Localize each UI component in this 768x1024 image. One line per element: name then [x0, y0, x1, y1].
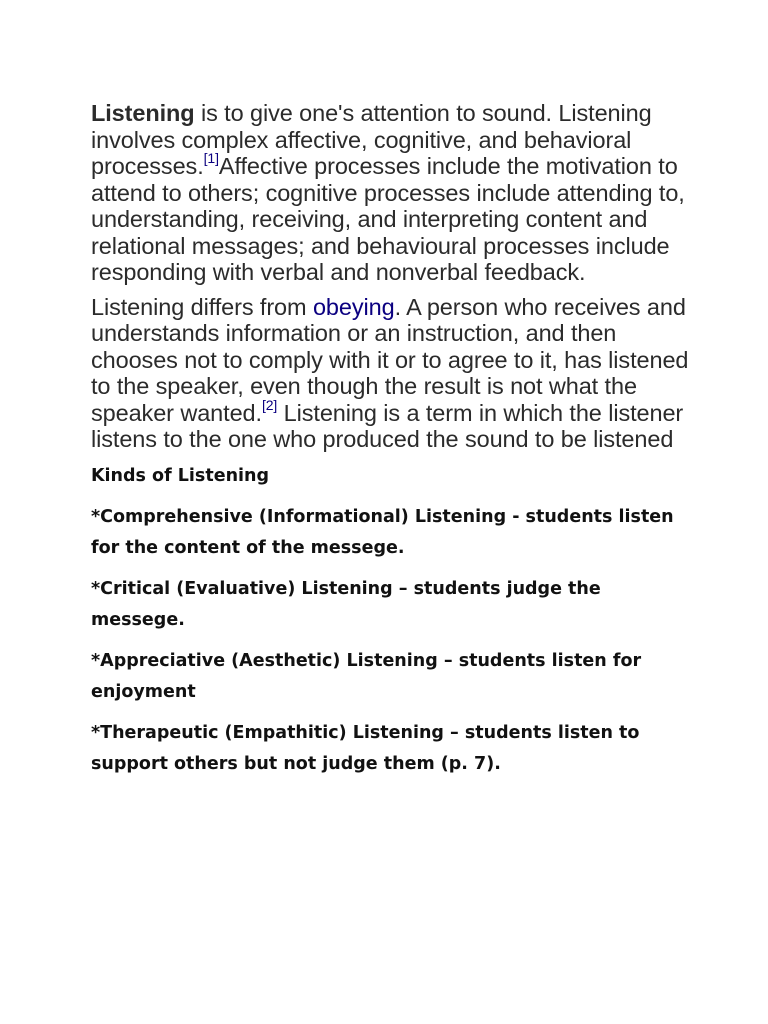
citation-1-link[interactable]: [1] [203, 150, 219, 167]
kind-item-appreciative: *Appreciative (Aesthetic) Listening – students listen for enjoyment [91, 650, 642, 702]
paragraph2-text-b: . A person who receives and understands information or an instruction, and then chooses not to comply with it or to agree to it, has listened to the speaker, even though the result is not what the speaker wanted. [91, 293, 689, 426]
term-listening: Listening [91, 100, 195, 126]
obeying-link[interactable]: obeying [312, 293, 395, 320]
document-page [91, 100, 691, 790]
paragraph2-text-a: Listening differs from [91, 293, 313, 320]
kind-item-critical: *Critical (Evaluative) Listening – students judge the messege. [91, 578, 601, 630]
kind-item-comprehensive: *Comprehensive (Informational) Listening - students listen for the content of the messege. [91, 506, 674, 558]
listening-definition-paragraph [91, 100, 691, 286]
kinds-of-listening-section [91, 461, 691, 780]
citation-2-link[interactable]: [2] [261, 396, 278, 413]
kinds-heading: Kinds of Listening [91, 465, 270, 486]
listening-vs-obeying-paragraph [91, 294, 691, 453]
paragraph2-text-c: Listening is a term in which the listener listens to the one who produced the sound to be listened [91, 399, 684, 452]
kind-item-therapeutic: *Therapeutic (Empathitic) Listening – students listen to support others but not judge them (p. 7). [91, 722, 640, 774]
paragraph1-text-a: is to give one's attention to sound. Listening involves complex affective, cognitive, and behavioral processes. [91, 100, 652, 179]
paragraph1-text-b: Affective processes include the motivation to attend to others; cognitive processes include attending to, understanding, receiving, and interpreting content and relational messages; and behavioural processes include responding with verbal and nonverbal feedback. [91, 153, 685, 285]
